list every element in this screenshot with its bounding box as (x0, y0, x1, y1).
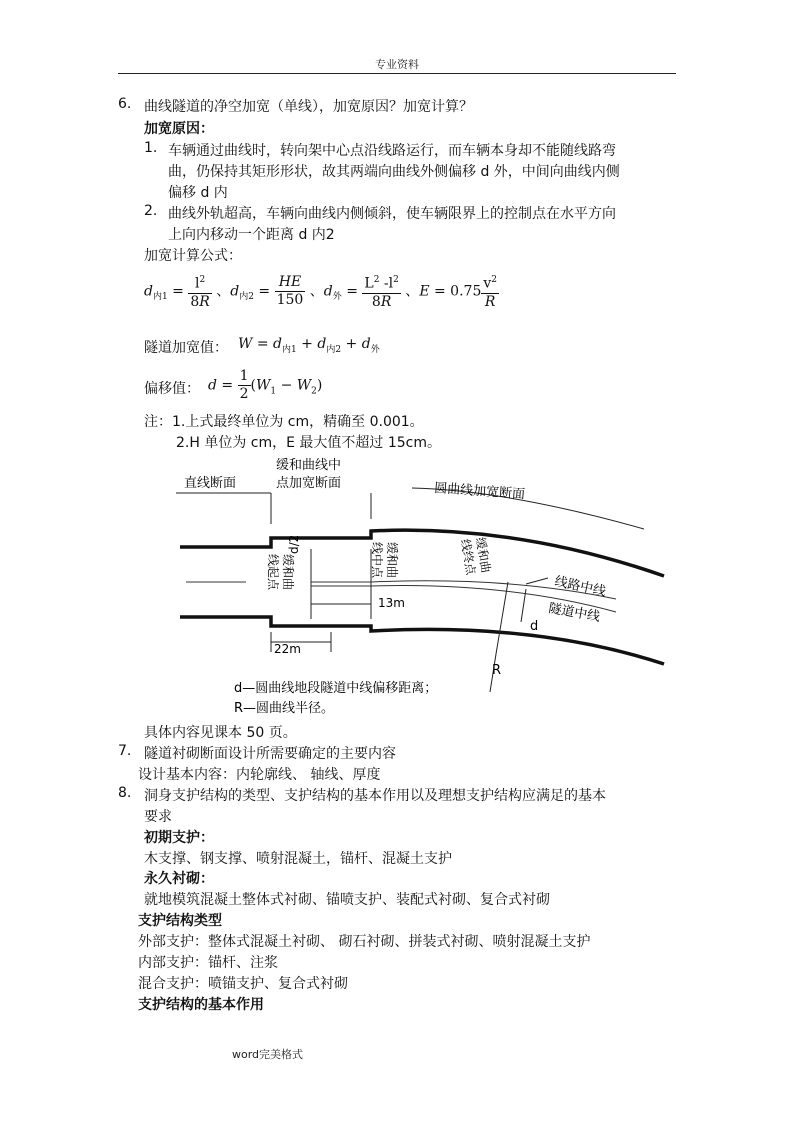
note-2: 2.H 单位为 cm，E 最大值不超过 15cm。 (176, 435, 442, 451)
q6-reason2-number: 2. (144, 203, 158, 219)
widening-formulas: $d_{内1}$ = $\frac{l^2}{8R}$ 、$d_{内2}$ = $\frac{HE}{150}$ 、$d_外$ = $\frac{L^2 -l^2}{8R}$ 、E = 0.75 $\frac{v^2}{R}$ (144, 273, 498, 310)
q6-formula-heading: 加宽计算公式： (144, 248, 242, 264)
label-curve-mid-line2: 线中点 (370, 542, 384, 579)
q6-title: 曲线隧道的净空加宽（单线），加宽原因？加宽计算？ (144, 99, 473, 115)
tunnel-widening-label: 隧道加宽值： (144, 340, 228, 356)
label-route-centerline: 线路中线 (553, 574, 608, 600)
mixed-support: 混合支护：喷锚支护、复合式衬砌 (138, 976, 348, 992)
q6-reason2-line1: 曲线外轨超高，车辆向曲线内侧倾斜，使车辆限界上的控制点在水平方向 (168, 206, 616, 222)
label-curve-end-line2: 线终点 (458, 538, 479, 576)
tunnel-lower-wall (180, 617, 664, 664)
label-curve-start-line2: 线起点 (266, 554, 280, 591)
offset-formula: d = $\frac{1}{2}$ $(W_1 - W_2)$ (208, 368, 323, 402)
initial-support-content: 木支撑、钢支撑、喷射混凝土，锚杆、混凝土支护 (144, 851, 452, 867)
q6-reason1-line3: 偏移 d 内 (168, 185, 228, 201)
label-straight-section: 直线断面 (184, 476, 237, 491)
label-circular-section: 圆曲线加宽断面 (433, 481, 526, 503)
offset-label: 偏移值： (144, 381, 200, 397)
q6-reason1-number: 1. (144, 140, 158, 156)
internal-support: 内部支护：锚杆、注浆 (138, 955, 278, 971)
permanent-lining-heading: 永久衬砌： (144, 871, 214, 887)
legend-d: d—圆曲线地段隧道中线偏移距离； (234, 681, 438, 696)
legend-R: R—圆曲线半径。 (234, 701, 335, 716)
note-1: 注：1.上式最终单位为 cm，精确至 0.001。 (144, 414, 424, 430)
label-curve-end-line1: 缓和曲 (473, 536, 494, 574)
label-tunnel-centerline: 隧道中线 (547, 601, 602, 625)
q6-reason1-line1: 车辆通过曲线时，转向架中心点沿线路运行，而车辆本身却不能随线路弯 (168, 143, 616, 159)
tunnel-widening-diagram (176, 454, 676, 720)
label-13m: 13m (378, 596, 405, 610)
q6-reason-heading: 加宽原因： (144, 121, 214, 137)
initial-support-heading: 初期支护： (144, 830, 214, 846)
permanent-lining-content: 就地模筑混凝土整体式衬砌、锚喷支护、装配式衬砌、复合式衬砌 (144, 892, 550, 908)
q6-reason1-line2: 曲，仍保持其矩形形状，故其两端向曲线外侧偏移 d 外，中间向曲线内侧 (168, 164, 620, 180)
label-R: R (492, 663, 502, 678)
page-footer: word完美格式 (232, 1048, 304, 1061)
q8-number: 8. (118, 785, 132, 801)
q7-number: 7. (118, 743, 132, 759)
label-d-half: d/2 (287, 534, 301, 554)
support-function-heading: 支护结构的基本作用 (138, 997, 264, 1013)
tunnel-upper-wall (180, 530, 664, 579)
label-curve-mid-line1: 缓和曲 (385, 542, 399, 579)
label-22m: 22m (274, 642, 301, 656)
external-support: 外部支护：整体式混凝土衬砌、 砌石衬砌、拼装式衬砌、喷射混凝土支护 (138, 934, 591, 950)
q6-reason2-line2: 上向内移动一个距离 d 内2 (168, 227, 335, 243)
tunnel-widening-formula: $W = d_{内1} + d_{内2} + d_外$ (238, 336, 380, 355)
label-transition-line1: 缓和曲线中 (276, 458, 342, 473)
q8-title-line2: 要求 (144, 809, 172, 825)
see-textbook: 具体内容见课本 50 页。 (144, 725, 297, 741)
page-header: 专业资料 (375, 58, 419, 71)
support-types-heading: 支护结构类型 (138, 913, 222, 929)
label-d: d (530, 619, 539, 634)
q8-title-line1: 洞身支护结构的类型、支护结构的基本作用以及理想支护结构应满足的基本 (144, 788, 606, 804)
q6-number: 6. (118, 96, 132, 112)
header-divider (118, 73, 676, 74)
q7-content: 设计基本内容：内轮廓线、 轴线、厚度 (138, 767, 381, 783)
label-curve-start-line1: 缓和曲 (281, 554, 295, 591)
label-transition-line2: 点加宽断面 (276, 476, 342, 491)
q7-title: 隧道衬砌断面设计所需要确定的主要内容 (144, 746, 396, 762)
